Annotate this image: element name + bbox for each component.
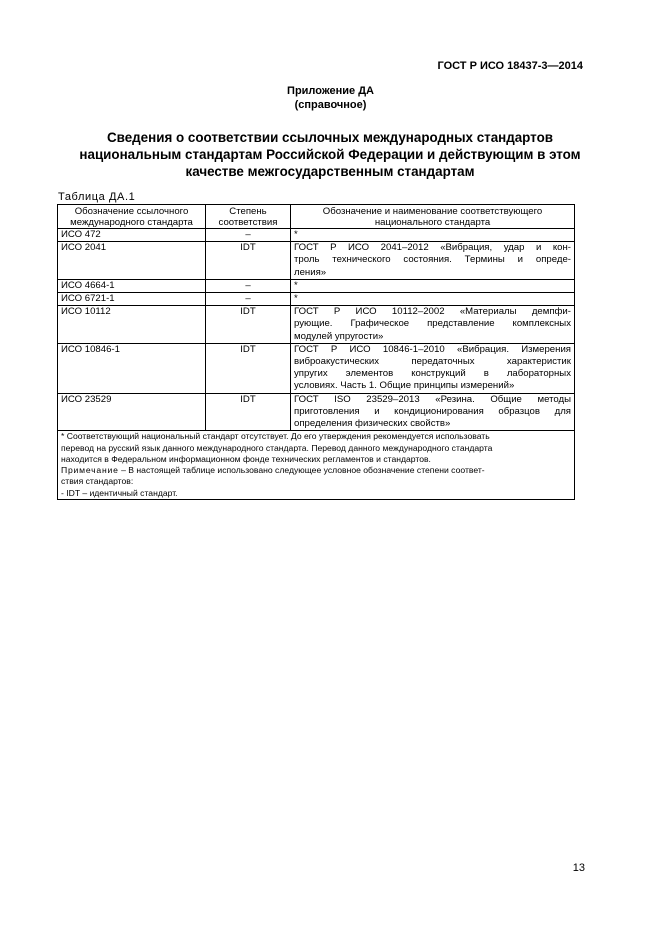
- section-heading: [40, 129, 620, 180]
- degree-cell: IDT: [206, 343, 291, 393]
- degree-cell: –: [206, 279, 291, 292]
- note-label: Примечание: [61, 465, 119, 476]
- footnote-line: перевод на русский язык данного международного стандарта. Перевод данного международного стандарта: [61, 442, 493, 453]
- column-header-reference: Обозначение ссылочного международного стандарта: [58, 205, 206, 229]
- table-row: [58, 242, 575, 280]
- national-cell: ГОСТ Р ИСО 2041–2012 «Вибрация, удар и кон- троль технического состояния. Термины и опреде- ления»: [291, 242, 575, 280]
- degree-cell: IDT: [206, 242, 291, 280]
- degree-cell: IDT: [206, 306, 291, 344]
- note-line: ствия стандартов:: [61, 476, 134, 487]
- standards-table: [57, 204, 575, 500]
- footnote-line: находится в Федеральном информационном фонде технических регламентов и стандартов.: [61, 453, 431, 464]
- national-cell: *: [291, 293, 575, 306]
- table-row: [58, 343, 575, 393]
- table-row: [58, 393, 575, 431]
- table-header-row: [58, 205, 575, 229]
- column-header-degree: Степень соответствия: [206, 205, 291, 229]
- national-cell: ГОСТ Р ИСО 10846-1–2010 «Вибрация. Измерения виброакустических передаточных характеристик упругих элементов конструкций в лабораторных условиях. Часть 1. Общие принципы измерений»: [291, 343, 575, 393]
- document-code: ГОСТ Р ИСО 18437-3—2014: [437, 60, 583, 72]
- national-cell: ГОСТ Р ИСО 10112–2002 «Материалы демпфи- рующие. Графическое представление комплексных модулей упругости»: [291, 306, 575, 344]
- degree-cell: –: [206, 293, 291, 306]
- table-row: [58, 279, 575, 292]
- reference-cell: ИСО 10846-1: [58, 343, 206, 393]
- degree-cell: –: [206, 229, 291, 242]
- heading-line: качестве межгосударственным стандартам: [185, 164, 475, 179]
- appendix-subtitle: (справочное): [294, 99, 367, 111]
- table-notes: [58, 431, 575, 500]
- reference-cell: ИСО 2041: [58, 242, 206, 280]
- note-line: [61, 465, 571, 476]
- reference-cell: ИСО 4664-1: [58, 279, 206, 292]
- table-row: [58, 293, 575, 306]
- reference-cell: ИСО 6721-1: [58, 293, 206, 306]
- note-text: – В настоящей таблице использовано следующее условное обозначение степени соответ-: [118, 465, 485, 476]
- table-caption: Таблица ДА.1: [58, 191, 136, 203]
- column-header-national: Обозначение и наименование соответствующего национального стандарта: [291, 205, 575, 229]
- degree-cell: IDT: [206, 393, 291, 431]
- table-notes-row: [58, 431, 575, 500]
- national-cell: *: [291, 279, 575, 292]
- page-number: 13: [572, 862, 585, 874]
- heading-line: национальным стандартам Российской Федерации и действующим в этом: [79, 147, 581, 162]
- table-row: [58, 306, 575, 344]
- reference-cell: ИСО 23529: [58, 393, 206, 431]
- table-row: [58, 229, 575, 242]
- legend-line: - IDT – идентичный стандарт.: [61, 487, 178, 498]
- national-cell: ГОСТ ISO 23529–2013 «Резина. Общие методы приготовления и кондиционирования образцов для определения физических свойств»: [291, 393, 575, 431]
- reference-cell: ИСО 10112: [58, 306, 206, 344]
- footnote-line: * Соответствующий национальный стандарт отсутствует. До его утверждения рекомендуется использовать: [61, 431, 490, 442]
- national-cell: *: [291, 229, 575, 242]
- appendix-title: Приложение ДА: [287, 85, 374, 97]
- reference-cell: ИСО 472: [58, 229, 206, 242]
- heading-line: Сведения о соответствии ссылочных международных стандартов: [107, 130, 553, 145]
